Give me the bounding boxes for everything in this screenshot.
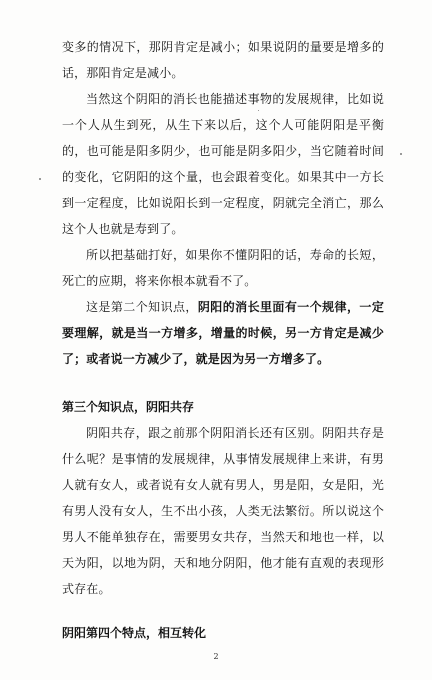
- page-number: 2: [213, 652, 219, 661]
- paragraph-continuation: 变多的情况下，那阴肯定是减小；如果说阴的量要是增多的话，那阳肯定是减小。: [62, 40, 384, 80]
- paragraph-coexistence: 阴阳共存，跟之前那个阴阳消长还有区别。阴阳共存是什么呢？是事情的发展规律，从事情发展规律上来讲，有男人就有女人，或者说有女人就有男人，男是阳，女是阳，光有男人没有女人，生不出小孩，人类无法繁衍。所以说这个男人不能单独存在，需要男女共存，当然天和地也一样，以天为阳，以地为阴，天和地分阴阳，他才能有直观的表现形式存在。: [62, 426, 384, 596]
- section-gap: [62, 602, 384, 620]
- paragraph-yin-yang-development: 当然这个阴阳的消长也能描述事物的发展规律，比如说一个人从生到死，从生下来以后，这个人可能阴阳是平衡的，也可能是阳多阴少，也可能是阴多阳少，当它随着时间的变化，它阴阳的这个量，也会跟着变化。如果其中一方长到一定程度，比如说阳长到一定程度，阴就完全消亡，那么这个人也就是寿到了。: [62, 92, 384, 236]
- section-heading-coexistence: 第三个知识点，阴阳共存: [62, 400, 195, 414]
- document-body: [62, 34, 384, 646]
- section-heading-transformation: 阴阳第四个特点，相互转化: [62, 626, 207, 640]
- scan-speck: [39, 178, 41, 180]
- scan-speck: [400, 153, 402, 155]
- section-gap: [62, 372, 384, 394]
- paragraph-foundation: 所以把基础打好，如果你不懂阴阳的话，寿命的长短，死亡的应期，将来你根本就看不了。: [62, 248, 384, 288]
- second-point-lead: 这是第二个知识点，: [86, 300, 198, 314]
- paragraph-second-point: [62, 294, 384, 372]
- second-point-emphasis: 阴阳的消长里面有一个规律，一定要理解，就是当一方增多，增量的时候，另一方肯定是减少了；或者说一方减少了，就是因为另一方增多了。: [62, 300, 384, 366]
